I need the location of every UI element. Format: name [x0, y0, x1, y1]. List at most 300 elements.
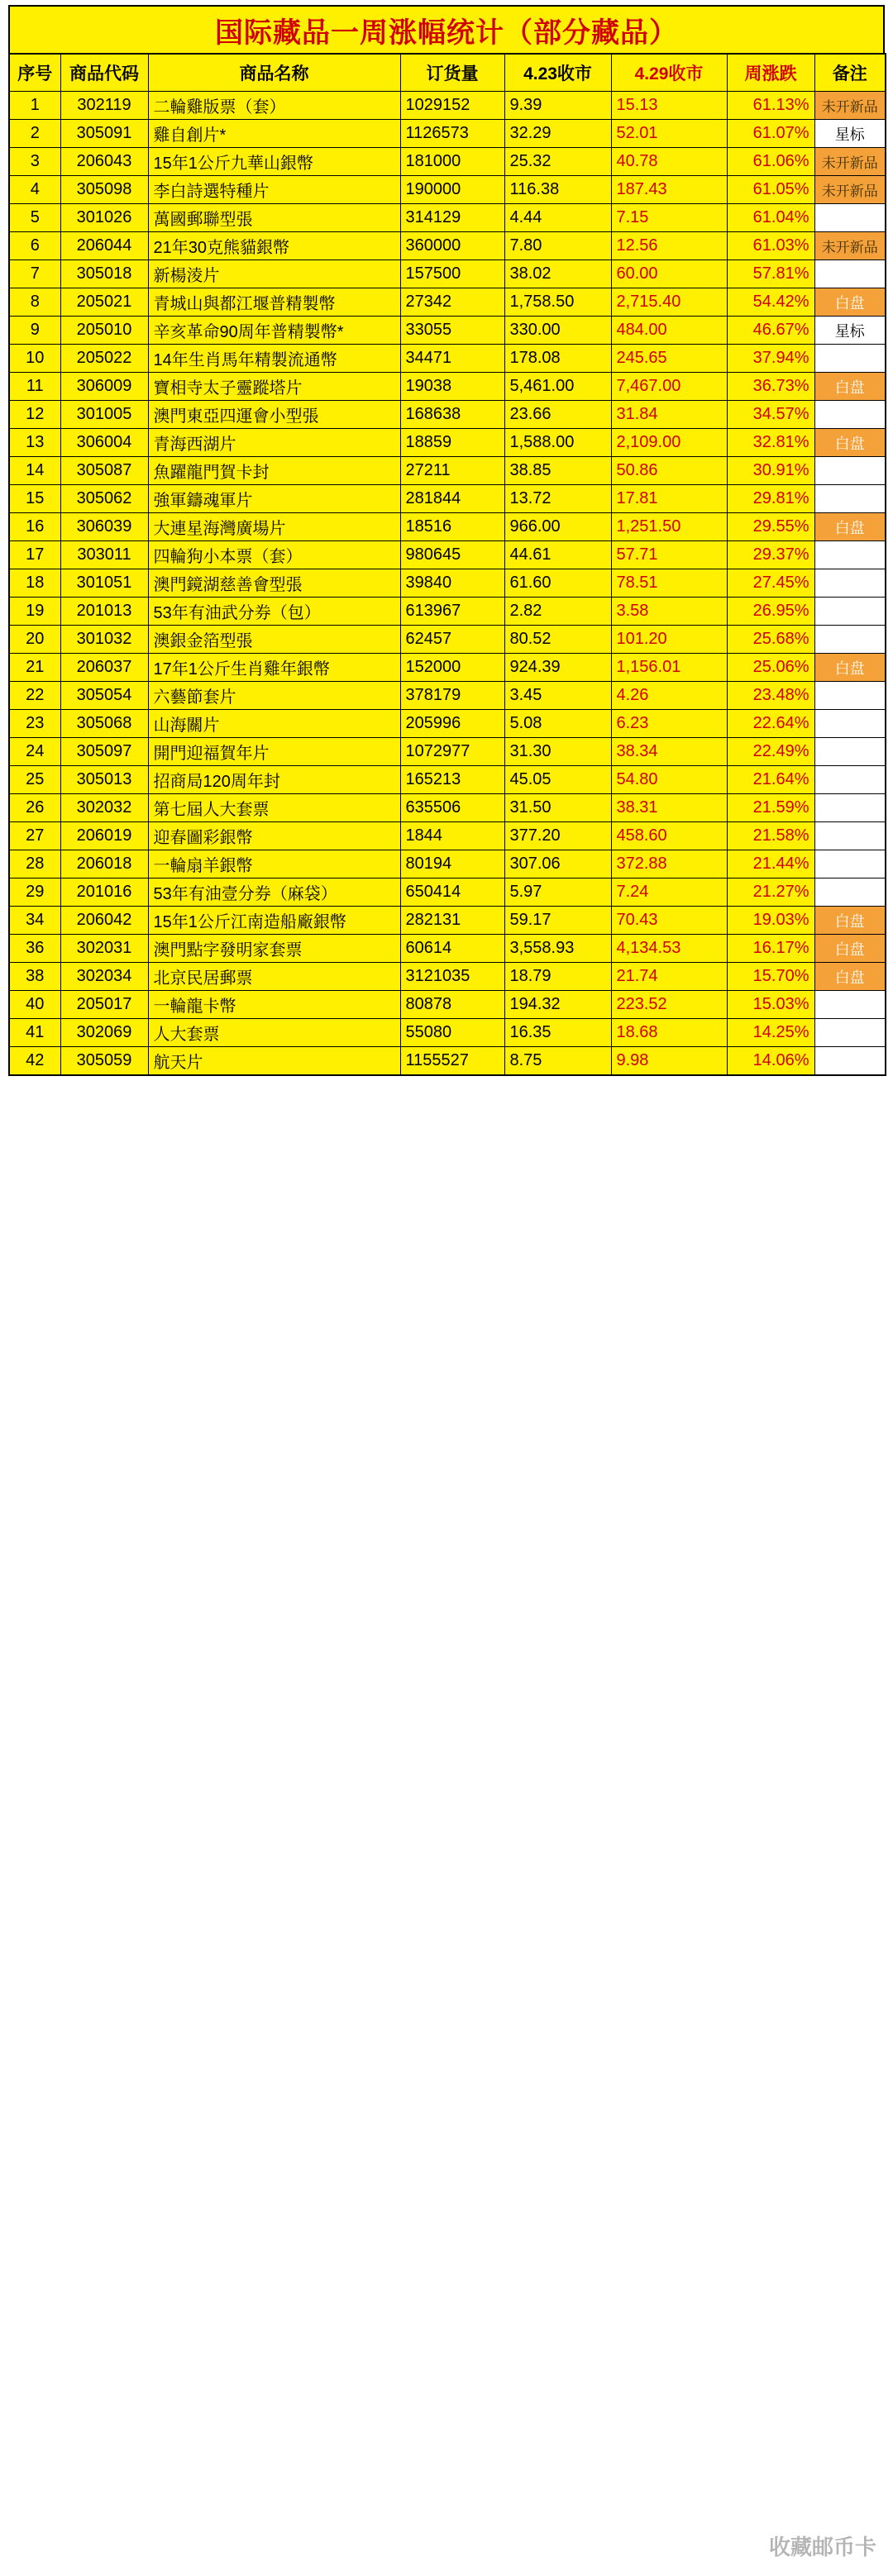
cell-name: 李白詩選特種片 — [148, 176, 400, 204]
cell-close429: 101.20 — [611, 626, 727, 654]
cell-change: 36.73% — [727, 373, 814, 401]
cell-note — [814, 738, 886, 766]
cell-code: 305054 — [60, 682, 148, 710]
cell-seq: 15 — [9, 485, 60, 513]
cell-close423: 4.44 — [504, 204, 611, 232]
cell-close429: 17.81 — [611, 485, 727, 513]
cell-seq: 10 — [9, 345, 60, 373]
cell-name: 二輪雞版票（套） — [148, 92, 400, 120]
stats-table — [8, 53, 886, 1076]
cell-code: 205022 — [60, 345, 148, 373]
cell-close429: 4.26 — [611, 682, 727, 710]
cell-code: 301026 — [60, 204, 148, 232]
cell-change: 29.55% — [727, 513, 814, 541]
cell-close429: 9.98 — [611, 1047, 727, 1076]
cell-seq: 12 — [9, 401, 60, 429]
cell-qty: 27211 — [400, 457, 504, 485]
cell-qty: 168638 — [400, 401, 504, 429]
cell-note: 白盘 — [814, 935, 886, 963]
cell-qty: 62457 — [400, 626, 504, 654]
table-row — [9, 232, 886, 260]
cell-seq: 23 — [9, 710, 60, 738]
cell-code: 305059 — [60, 1047, 148, 1076]
cell-close423: 32.29 — [504, 120, 611, 148]
cell-qty: 281844 — [400, 485, 504, 513]
cell-name: 辛亥革命90周年普精製幣* — [148, 317, 400, 345]
table-row — [9, 176, 886, 204]
table-row — [9, 963, 886, 991]
cell-qty: 613967 — [400, 598, 504, 626]
cell-note: 白盘 — [814, 654, 886, 682]
cell-qty: 34471 — [400, 345, 504, 373]
table-row — [9, 822, 886, 850]
header-name: 商品名称 — [148, 54, 400, 92]
cell-code: 302031 — [60, 935, 148, 963]
cell-close423: 330.00 — [504, 317, 611, 345]
cell-note — [814, 850, 886, 879]
cell-close423: 38.85 — [504, 457, 611, 485]
cell-close423: 178.08 — [504, 345, 611, 373]
cell-close423: 966.00 — [504, 513, 611, 541]
cell-seq: 11 — [9, 373, 60, 401]
cell-name: 魚躍龍門賀卡封 — [148, 457, 400, 485]
cell-change: 21.44% — [727, 850, 814, 879]
cell-code: 305098 — [60, 176, 148, 204]
cell-close423: 377.20 — [504, 822, 611, 850]
cell-change: 26.95% — [727, 598, 814, 626]
cell-qty: 282131 — [400, 907, 504, 935]
cell-close429: 50.86 — [611, 457, 727, 485]
cell-change: 19.03% — [727, 907, 814, 935]
cell-note: 未开新品 — [814, 92, 886, 120]
cell-qty: 378179 — [400, 682, 504, 710]
cell-close429: 57.71 — [611, 541, 727, 569]
header-change: 周涨跌 — [727, 54, 814, 92]
cell-qty: 1072977 — [400, 738, 504, 766]
cell-change: 29.37% — [727, 541, 814, 569]
table-row — [9, 345, 886, 373]
cell-close423: 25.32 — [504, 148, 611, 176]
cell-qty: 60614 — [400, 935, 504, 963]
cell-change: 32.81% — [727, 429, 814, 457]
cell-seq: 16 — [9, 513, 60, 541]
cell-close423: 1,588.00 — [504, 429, 611, 457]
cell-change: 61.04% — [727, 204, 814, 232]
cell-qty: 19038 — [400, 373, 504, 401]
cell-close423: 2.82 — [504, 598, 611, 626]
cell-close429: 60.00 — [611, 260, 727, 288]
cell-code: 302119 — [60, 92, 148, 120]
cell-qty: 80194 — [400, 850, 504, 879]
cell-code: 305097 — [60, 738, 148, 766]
header-code: 商品代码 — [60, 54, 148, 92]
cell-change: 54.42% — [727, 288, 814, 317]
table-row — [9, 429, 886, 457]
cell-close423: 13.72 — [504, 485, 611, 513]
cell-change: 61.06% — [727, 148, 814, 176]
cell-seq: 28 — [9, 850, 60, 879]
table-row — [9, 935, 886, 963]
cell-seq: 26 — [9, 794, 60, 822]
cell-qty: 360000 — [400, 232, 504, 260]
cell-close429: 78.51 — [611, 569, 727, 598]
cell-qty: 1155527 — [400, 1047, 504, 1076]
cell-code: 206042 — [60, 907, 148, 935]
cell-close429: 372.88 — [611, 850, 727, 879]
cell-code: 205017 — [60, 991, 148, 1019]
cell-close429: 38.34 — [611, 738, 727, 766]
table-row — [9, 120, 886, 148]
cell-note: 白盘 — [814, 963, 886, 991]
cell-seq: 21 — [9, 654, 60, 682]
cell-close429: 2,715.40 — [611, 288, 727, 317]
cell-close423: 5.97 — [504, 879, 611, 907]
cell-qty: 1844 — [400, 822, 504, 850]
cell-name: 六藝節套片 — [148, 682, 400, 710]
cell-name: 14年生肖馬年精製流通幣 — [148, 345, 400, 373]
cell-seq: 41 — [9, 1019, 60, 1047]
cell-name: 人大套票 — [148, 1019, 400, 1047]
cell-close423: 31.30 — [504, 738, 611, 766]
cell-change: 21.27% — [727, 879, 814, 907]
cell-name: 青城山與都江堰普精製幣 — [148, 288, 400, 317]
cell-code: 301051 — [60, 569, 148, 598]
table-row — [9, 148, 886, 176]
table-row — [9, 457, 886, 485]
cell-close429: 4,134.53 — [611, 935, 727, 963]
cell-seq: 25 — [9, 766, 60, 794]
cell-change: 21.58% — [727, 822, 814, 850]
cell-code: 302069 — [60, 1019, 148, 1047]
cell-name: 澳銀金箔型張 — [148, 626, 400, 654]
table-row — [9, 541, 886, 569]
cell-seq: 36 — [9, 935, 60, 963]
cell-code: 306004 — [60, 429, 148, 457]
cell-name: 21年30克熊貓銀幣 — [148, 232, 400, 260]
page-title: 国际藏品一周涨幅统计（部分藏品） — [8, 5, 885, 53]
cell-close423: 80.52 — [504, 626, 611, 654]
cell-close423: 8.75 — [504, 1047, 611, 1076]
cell-name: 寶相寺太子靈蹤塔片 — [148, 373, 400, 401]
cell-close429: 223.52 — [611, 991, 727, 1019]
cell-change: 21.64% — [727, 766, 814, 794]
cell-seq: 1 — [9, 92, 60, 120]
cell-close429: 40.78 — [611, 148, 727, 176]
table-row — [9, 626, 886, 654]
cell-seq: 8 — [9, 288, 60, 317]
cell-close429: 484.00 — [611, 317, 727, 345]
cell-name: 15年1公斤江南造船廠銀幣 — [148, 907, 400, 935]
cell-note — [814, 794, 886, 822]
cell-note: 白盘 — [814, 513, 886, 541]
cell-note — [814, 345, 886, 373]
cell-seq: 2 — [9, 120, 60, 148]
cell-note: 未开新品 — [814, 148, 886, 176]
cell-seq: 6 — [9, 232, 60, 260]
cell-close429: 2,109.00 — [611, 429, 727, 457]
cell-code: 305062 — [60, 485, 148, 513]
cell-code: 306009 — [60, 373, 148, 401]
cell-note: 未开新品 — [814, 176, 886, 204]
cell-note — [814, 204, 886, 232]
cell-qty: 157500 — [400, 260, 504, 288]
table-row — [9, 738, 886, 766]
cell-note: 白盘 — [814, 429, 886, 457]
cell-name: 青海西湖片 — [148, 429, 400, 457]
cell-note — [814, 1047, 886, 1076]
cell-qty: 18516 — [400, 513, 504, 541]
cell-seq: 3 — [9, 148, 60, 176]
cell-code: 305018 — [60, 260, 148, 288]
table-row — [9, 204, 886, 232]
table-row — [9, 879, 886, 907]
cell-close423: 7.80 — [504, 232, 611, 260]
cell-code: 201013 — [60, 598, 148, 626]
cell-name: 17年1公斤生肖雞年銀幣 — [148, 654, 400, 682]
cell-seq: 5 — [9, 204, 60, 232]
cell-change: 61.13% — [727, 92, 814, 120]
cell-name: 53年有油壹分券（麻袋） — [148, 879, 400, 907]
cell-change: 61.07% — [727, 120, 814, 148]
cell-close429: 18.68 — [611, 1019, 727, 1047]
table-row — [9, 907, 886, 935]
cell-name: 15年1公斤九華山銀幣 — [148, 148, 400, 176]
cell-qty: 1126573 — [400, 120, 504, 148]
cell-seq: 29 — [9, 879, 60, 907]
cell-note — [814, 457, 886, 485]
cell-name: 四輪狗小本票（套） — [148, 541, 400, 569]
table-row — [9, 991, 886, 1019]
cell-code: 306039 — [60, 513, 148, 541]
cell-change: 15.70% — [727, 963, 814, 991]
cell-note: 星标 — [814, 317, 886, 345]
cell-close429: 70.43 — [611, 907, 727, 935]
cell-qty: 33055 — [400, 317, 504, 345]
cell-note — [814, 879, 886, 907]
cell-close429: 187.43 — [611, 176, 727, 204]
cell-change: 23.48% — [727, 682, 814, 710]
table-row — [9, 401, 886, 429]
cell-note: 未开新品 — [814, 232, 886, 260]
table-row — [9, 569, 886, 598]
cell-close429: 54.80 — [611, 766, 727, 794]
cell-seq: 17 — [9, 541, 60, 569]
cell-close423: 116.38 — [504, 176, 611, 204]
cell-name: 53年有油武分券（包） — [148, 598, 400, 626]
cell-close423: 16.35 — [504, 1019, 611, 1047]
cell-code: 305091 — [60, 120, 148, 148]
cell-seq: 19 — [9, 598, 60, 626]
cell-change: 15.03% — [727, 991, 814, 1019]
header-close423: 4.23收市 — [504, 54, 611, 92]
cell-seq: 7 — [9, 260, 60, 288]
cell-close423: 45.05 — [504, 766, 611, 794]
cell-note — [814, 991, 886, 1019]
cell-name: 澳門東亞四運會小型張 — [148, 401, 400, 429]
cell-close429: 52.01 — [611, 120, 727, 148]
cell-qty: 18859 — [400, 429, 504, 457]
cell-qty: 314129 — [400, 204, 504, 232]
cell-code: 206044 — [60, 232, 148, 260]
cell-name: 澳門點字發明家套票 — [148, 935, 400, 963]
cell-name: 雞自創片* — [148, 120, 400, 148]
cell-seq: 42 — [9, 1047, 60, 1076]
cell-note: 白盘 — [814, 373, 886, 401]
cell-qty: 181000 — [400, 148, 504, 176]
cell-code: 305087 — [60, 457, 148, 485]
cell-qty: 80878 — [400, 991, 504, 1019]
cell-close423: 3.45 — [504, 682, 611, 710]
cell-close423: 9.39 — [504, 92, 611, 120]
cell-seq: 13 — [9, 429, 60, 457]
table-row — [9, 260, 886, 288]
cell-close429: 21.74 — [611, 963, 727, 991]
table-row — [9, 92, 886, 120]
table-body — [9, 92, 886, 1076]
table-row — [9, 794, 886, 822]
header-seq: 序号 — [9, 54, 60, 92]
cell-name: 強軍鑄魂軍片 — [148, 485, 400, 513]
table-row — [9, 288, 886, 317]
cell-seq: 34 — [9, 907, 60, 935]
table-row — [9, 682, 886, 710]
cell-close423: 1,758.50 — [504, 288, 611, 317]
cell-note — [814, 401, 886, 429]
cell-change: 57.81% — [727, 260, 814, 288]
cell-change: 27.45% — [727, 569, 814, 598]
cell-code: 205010 — [60, 317, 148, 345]
cell-name: 澳門鏡湖慈善會型張 — [148, 569, 400, 598]
table-row — [9, 1047, 886, 1076]
cell-code: 206018 — [60, 850, 148, 879]
table-row — [9, 1019, 886, 1047]
cell-change: 37.94% — [727, 345, 814, 373]
cell-change: 22.64% — [727, 710, 814, 738]
cell-note — [814, 1019, 886, 1047]
cell-code: 305013 — [60, 766, 148, 794]
cell-change: 29.81% — [727, 485, 814, 513]
cell-qty: 27342 — [400, 288, 504, 317]
cell-close429: 1,156.01 — [611, 654, 727, 682]
cell-close423: 59.17 — [504, 907, 611, 935]
cell-change: 30.91% — [727, 457, 814, 485]
table-row — [9, 513, 886, 541]
cell-name: 第七屆人大套票 — [148, 794, 400, 822]
cell-seq: 22 — [9, 682, 60, 710]
cell-seq: 18 — [9, 569, 60, 598]
cell-change: 25.06% — [727, 654, 814, 682]
header-qty: 订货量 — [400, 54, 504, 92]
cell-code: 206037 — [60, 654, 148, 682]
cell-code: 302034 — [60, 963, 148, 991]
cell-name: 萬國郵聯型張 — [148, 204, 400, 232]
cell-name: 迎春圖彩銀幣 — [148, 822, 400, 850]
cell-close429: 7.24 — [611, 879, 727, 907]
watermark: 收藏邮币卡 — [768, 2535, 876, 2559]
header-row — [9, 54, 886, 92]
cell-close429: 6.23 — [611, 710, 727, 738]
cell-change: 22.49% — [727, 738, 814, 766]
table-row — [9, 598, 886, 626]
header-note: 备注 — [814, 54, 886, 92]
cell-change: 21.59% — [727, 794, 814, 822]
cell-seq: 4 — [9, 176, 60, 204]
cell-note: 星标 — [814, 120, 886, 148]
cell-close423: 5,461.00 — [504, 373, 611, 401]
cell-note — [814, 541, 886, 569]
cell-qty: 39840 — [400, 569, 504, 598]
cell-qty: 190000 — [400, 176, 504, 204]
cell-qty: 3121035 — [400, 963, 504, 991]
cell-change: 25.68% — [727, 626, 814, 654]
cell-close429: 12.56 — [611, 232, 727, 260]
cell-note: 白盘 — [814, 907, 886, 935]
table-row — [9, 317, 886, 345]
cell-qty: 650414 — [400, 879, 504, 907]
cell-name: 招商局120周年封 — [148, 766, 400, 794]
cell-note — [814, 569, 886, 598]
cell-close429: 3.58 — [611, 598, 727, 626]
cell-close423: 5.08 — [504, 710, 611, 738]
cell-seq: 20 — [9, 626, 60, 654]
cell-close429: 458.60 — [611, 822, 727, 850]
cell-close429: 7,467.00 — [611, 373, 727, 401]
cell-change: 61.03% — [727, 232, 814, 260]
cell-note — [814, 682, 886, 710]
cell-name: 一輪扇羊銀幣 — [148, 850, 400, 879]
cell-code: 301032 — [60, 626, 148, 654]
cell-seq: 27 — [9, 822, 60, 850]
cell-close423: 307.06 — [504, 850, 611, 879]
cell-name: 大連星海灣廣場片 — [148, 513, 400, 541]
cell-close423: 38.02 — [504, 260, 611, 288]
cell-close423: 924.39 — [504, 654, 611, 682]
page — [8, 0, 885, 1076]
cell-note — [814, 822, 886, 850]
table-row — [9, 850, 886, 879]
cell-name: 開門迎福賀年片 — [148, 738, 400, 766]
table-row — [9, 654, 886, 682]
cell-qty: 635506 — [400, 794, 504, 822]
cell-close423: 3,558.93 — [504, 935, 611, 963]
cell-note — [814, 598, 886, 626]
cell-seq: 38 — [9, 963, 60, 991]
table-row — [9, 485, 886, 513]
cell-code: 302032 — [60, 794, 148, 822]
cell-change: 14.25% — [727, 1019, 814, 1047]
cell-close429: 7.15 — [611, 204, 727, 232]
table-row — [9, 710, 886, 738]
cell-note — [814, 626, 886, 654]
cell-close423: 44.61 — [504, 541, 611, 569]
header-close429: 4.29收市 — [611, 54, 727, 92]
cell-name: 新楊淩片 — [148, 260, 400, 288]
cell-close423: 31.50 — [504, 794, 611, 822]
cell-name: 北京民居郵票 — [148, 963, 400, 991]
cell-note — [814, 710, 886, 738]
cell-qty: 1029152 — [400, 92, 504, 120]
cell-code: 201016 — [60, 879, 148, 907]
cell-seq: 14 — [9, 457, 60, 485]
cell-seq: 40 — [9, 991, 60, 1019]
cell-name: 一輪龍卡幣 — [148, 991, 400, 1019]
cell-close423: 18.79 — [504, 963, 611, 991]
cell-close423: 23.66 — [504, 401, 611, 429]
cell-code: 206043 — [60, 148, 148, 176]
cell-change: 34.57% — [727, 401, 814, 429]
cell-code: 303011 — [60, 541, 148, 569]
cell-code: 305068 — [60, 710, 148, 738]
